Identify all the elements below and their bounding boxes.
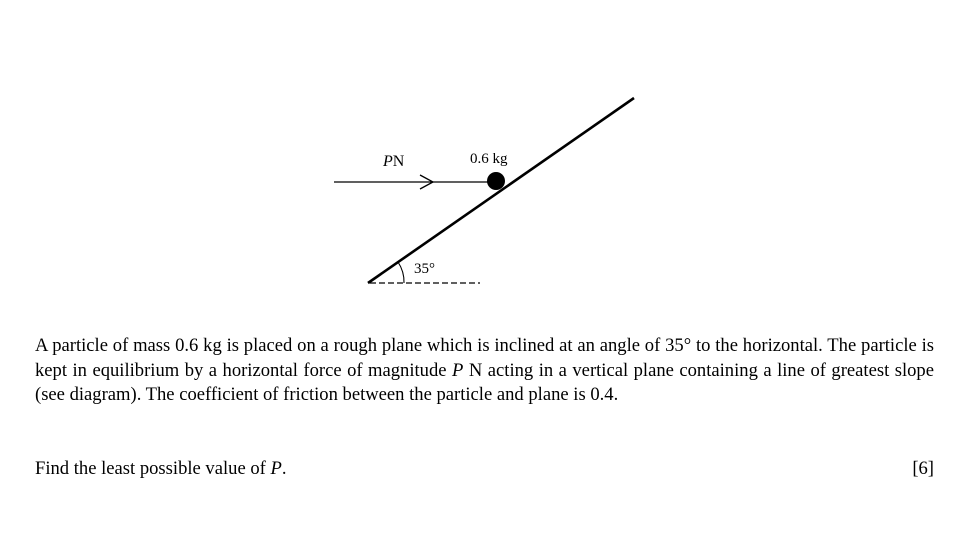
particle [487, 172, 505, 190]
question-prompt: Find the least possible value of P. [35, 458, 287, 479]
angle-label: 35° [414, 261, 435, 277]
marks-label: [6] [912, 458, 934, 479]
force-label: PN [383, 153, 405, 170]
question-prompt-row [35, 457, 934, 481]
question-paragraph: A particle of mass 0.6 kg is placed on a rough plane which is inclined at an angle of 35° to the horizontal. The particle is kept in equilibrium by a horizontal force of magnitude P N acting in a vertical plane containing a line of greatest slope (see diagram). The coefficient of friction between the particle and plane is 0.4. [35, 335, 934, 405]
angle-arc [398, 262, 404, 283]
mass-label: 0.6 kg [470, 151, 508, 167]
inclined-plane-line [368, 98, 634, 283]
